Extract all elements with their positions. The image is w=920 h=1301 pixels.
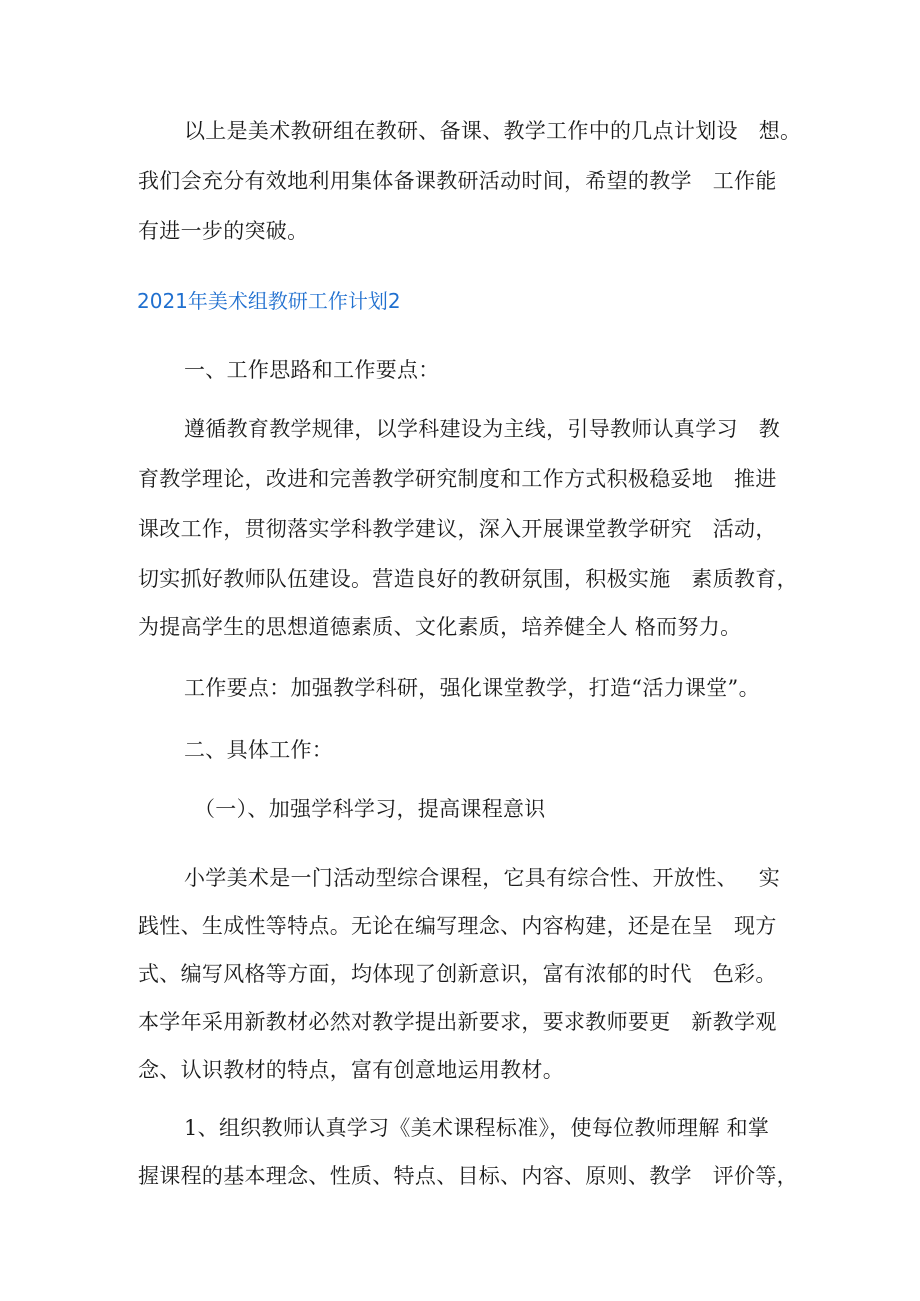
section2-title: 二、具体工作：	[184, 738, 334, 762]
section2-para-line-5: 念、认识教材的特点，富有创意地运用教材。	[138, 1058, 564, 1082]
item1-line-1: 1、组织教师认真学习《美术课程标准》，使每位教师理解 和掌	[184, 1116, 770, 1140]
section2-para-line-2: 践性、生成性等特点。无论在编写理念、内容构建，还是在呈 现方	[138, 914, 777, 938]
section1-para-line-5: 为提高学生的思想道德素质、文化素质，培养健全人 格而努力。	[138, 615, 742, 639]
section1-key-points: 工作要点：加强教学科研，强化课堂教学，打造“活力课堂”。	[184, 676, 760, 700]
section2-para-line-4: 本学年采用新教材必然对教学提出新要求，要求教师要更 新教学观	[138, 1010, 777, 1034]
section1-para-line-3: 课改工作，贯彻落实学科教学建议，深入开展课堂教学研究 活动，	[138, 517, 777, 541]
section1-para-line-2: 育教学理论，改进和完善教学研究制度和工作方式积极稳妥地 推进	[138, 467, 777, 491]
section-heading: 2021年美术组教研工作计划2	[137, 289, 401, 313]
section1-para-line-4: 切实抓好教师队伍建设。营造良好的教研氛围，积极实施 素质教育，	[138, 567, 798, 591]
intro-line-2: 我们会充分有效地利用集体备课教研活动时间，希望的教学 工作能	[138, 169, 777, 193]
section2-subtitle: （一）、加强学科学习，提高课程意识	[194, 797, 546, 821]
item1-line-2: 握课程的基本理念、性质、特点、目标、内容、原则、教学 评价等，	[138, 1164, 798, 1188]
section1-title: 一、工作思路和工作要点：	[184, 358, 440, 382]
intro-line-3: 有进一步的突破。	[138, 219, 309, 243]
section2-para-line-1: 小学美术是一门活动型综合课程，它具有综合性、开放性、 实	[184, 866, 781, 890]
section2-para-line-3: 式、编写风格等方面，均体现了创新意识，富有浓郁的时代 色彩。	[138, 962, 777, 986]
intro-line-1: 以上是美术教研组在教研、备课、教学工作中的几点计划设 想。	[184, 119, 802, 143]
section1-para-line-1: 遵循教育教学规律，以学科建设为主线，引导教师认真学习 教	[184, 417, 781, 441]
